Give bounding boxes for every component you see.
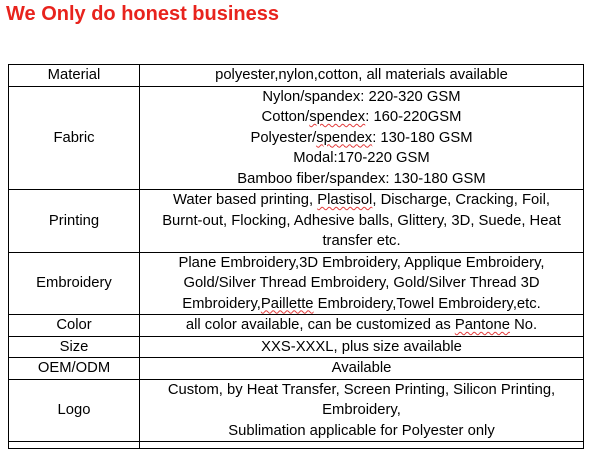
row-label-printing: Printing	[9, 190, 140, 253]
value-line: Modal:170-220 GSM	[293, 150, 430, 166]
table-row	[9, 252, 584, 315]
value-line: Nylon/spandex: 220-320 GSM	[262, 88, 461, 105]
value-line: all color available, can be customized as Pantone No.	[185, 317, 538, 333]
value-line: Burnt-out, Flocking, Adhesive balls, Glittery, 3D, Suede, Heat	[162, 212, 561, 229]
row-value-printing	[140, 190, 584, 253]
value-line: Sublimation applicable for Polyester only	[228, 422, 495, 439]
row-value-material	[140, 65, 584, 87]
table-row	[9, 86, 584, 190]
row-label-embroidery: Embroidery	[9, 252, 140, 315]
value-line: polyester,nylon,cotton, all materials available	[215, 67, 508, 83]
row-value-fabric	[140, 86, 584, 190]
empty-cell	[140, 442, 584, 449]
table-row	[9, 336, 584, 358]
value-line: Embroidery,Paillette Embroidery,Towel Embroidery,etc.	[182, 295, 541, 312]
row-label-fabric: Fabric	[9, 86, 140, 190]
page-headline: We Only do honest business	[6, 3, 280, 25]
table-row-cut-off	[9, 442, 584, 449]
value-line: Cotton/spendex: 160-220GSM	[261, 109, 462, 125]
value-line: Available	[331, 360, 392, 376]
empty-cell	[9, 442, 140, 449]
table-row	[9, 315, 584, 337]
row-value-oem-odm	[140, 358, 584, 380]
spec-table	[8, 64, 584, 449]
value-line: XXS-XXXL, plus size available	[261, 338, 462, 355]
value-line: Polyester/spendex: 130-180 GSM	[250, 129, 473, 146]
row-value-size	[140, 336, 584, 358]
table-row	[9, 65, 584, 87]
row-label-logo: Logo	[9, 379, 140, 442]
value-line: Embroidery,	[322, 402, 401, 418]
table-row	[9, 379, 584, 442]
value-line: Gold/Silver Thread Embroidery, Gold/Silver Thread 3D	[183, 275, 540, 291]
value-line: transfer etc.	[322, 233, 401, 249]
row-label-size: Size	[9, 336, 140, 358]
row-label-color: Color	[9, 315, 140, 337]
value-line: Water based printing, Plastisol, Discharge, Cracking, Foil,	[173, 192, 550, 208]
row-label-oem-odm: OEM/ODM	[9, 358, 140, 380]
row-label-material: Material	[9, 65, 140, 87]
value-line: Custom, by Heat Transfer, Screen Printing, Silicon Printing,	[167, 381, 556, 398]
table-row	[9, 358, 584, 380]
row-value-color	[140, 315, 584, 337]
row-value-logo	[140, 379, 584, 442]
table-row	[9, 190, 584, 253]
value-line: Bamboo fiber/spandex: 130-180 GSM	[237, 170, 486, 187]
row-value-embroidery	[140, 252, 584, 315]
value-line: Plane Embroidery,3D Embroidery, Applique Embroidery,	[178, 254, 545, 271]
